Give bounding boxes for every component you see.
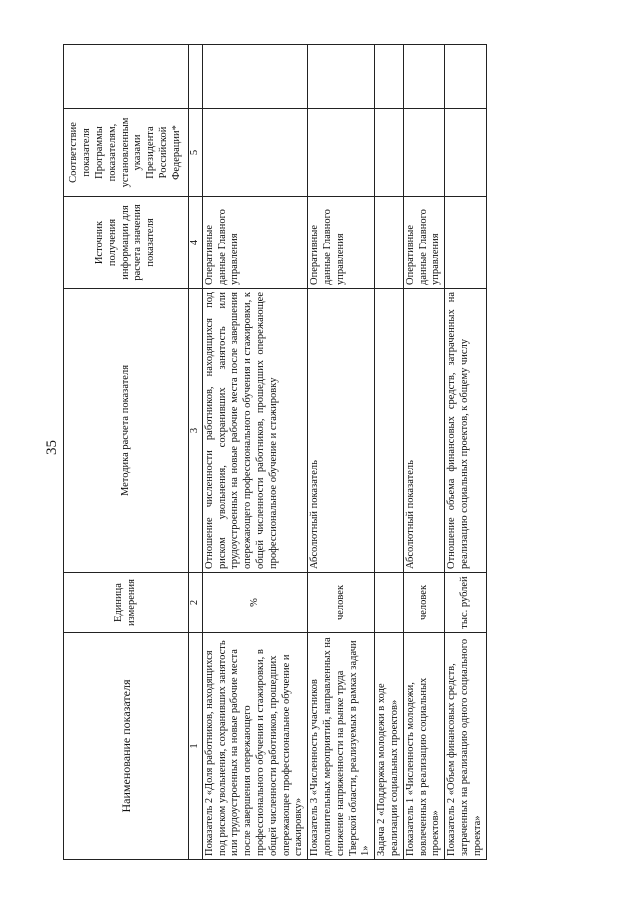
indicator-extra: [403, 45, 444, 109]
column-number-empty: [189, 45, 203, 109]
task-empty-cell: [375, 197, 404, 289]
indicator-extra: [308, 45, 375, 109]
column-number-1: 1: [189, 633, 203, 860]
indicator-method: Отношение численности работников, находящихся под риском увольнения, сохранивших занятость или трудоустроенных на новые рабочие места после завершения опережающего профессионального обучения и стажировки, к общей численности работников, прошедших опережающее профессиональное обучение и стажировку: [202, 289, 307, 573]
task-empty-cell: [375, 573, 404, 633]
table-header-row: [64, 45, 189, 860]
indicator-compliance: [202, 109, 307, 197]
column-number-2: 2: [189, 573, 203, 633]
indicator-name: Показатель 1 «Численность молодежи, вовлеченных в реализацию социальных проектов»: [403, 633, 444, 860]
column-number-4: 4: [189, 197, 203, 289]
indicator-compliance: [445, 109, 486, 197]
indicator-name: Показатель 3 «Численность участников дополнительных мероприятий, направленных на снижение напряженности на рынке труда Тверской области, реализуемых в рамках задачи 1»: [308, 633, 375, 860]
table-row-task: [375, 45, 404, 860]
indicator-unit: человек: [308, 573, 375, 633]
indicator-compliance: [403, 109, 444, 197]
indicator-source: [445, 197, 486, 289]
page-number: 35: [44, 440, 60, 455]
header-unit: Единица измерения: [64, 573, 189, 633]
task-empty-cell: [375, 289, 404, 573]
task-empty-cell: [375, 109, 404, 197]
indicator-method: Отношение объема финансовых средств, затраченных на реализацию социальных проектов, к общему числу: [445, 289, 486, 573]
header-compliance: Соответствие показателя Программы показателям, установленным указами Президента Российской Федерации*: [64, 109, 189, 197]
header-extra-empty: [64, 45, 189, 109]
indicator-compliance: [308, 109, 375, 197]
task-heading: Задача 2 «Поддержка молодежи в ходе реализации социальных проектов»: [375, 633, 404, 860]
table-row: [202, 45, 307, 860]
indicator-extra: [445, 45, 486, 109]
task-empty-cell: [375, 45, 404, 109]
header-indicator-name: Наименование показателя: [64, 633, 189, 860]
table-row: [308, 45, 375, 860]
indicator-name: Показатель 2 «Доля работников, находящихся под риском увольнения, сохранивших занятость или трудоустроенных на новые рабочие места после завершения опережающего профессионального обучения и стажировки, в общей численности работников, прошедших опережающее профессиональное обучение и стажировку»: [202, 633, 307, 860]
indicator-extra: [202, 45, 307, 109]
indicator-unit: %: [202, 573, 307, 633]
column-number-3: 3: [189, 289, 203, 573]
indicator-method: Абсолютный показатель: [308, 289, 375, 573]
indicator-table: [63, 44, 487, 860]
indicator-source: Оперативные данные Главного управления: [308, 197, 375, 289]
table-row: [445, 45, 486, 860]
indicator-name: Показатель 2 «Объем финансовых средств, затраченных на реализацию одного социального проекта»: [445, 633, 486, 860]
indicator-unit: человек: [403, 573, 444, 633]
table-row: [403, 45, 444, 860]
column-number-row: [189, 45, 203, 860]
indicator-unit: тыс. рублей: [445, 573, 486, 633]
header-source: Источник получения информации для расчета значения показателя: [64, 197, 189, 289]
indicator-table-sheet: [63, 45, 598, 860]
column-number-5: 5: [189, 109, 203, 197]
header-method: Методика расчета показателя: [64, 289, 189, 573]
indicator-source: Оперативные данные Главного управления: [403, 197, 444, 289]
indicator-method: Абсолютный показатель: [403, 289, 444, 573]
indicator-source: Оперативные данные Главного управления: [202, 197, 307, 289]
